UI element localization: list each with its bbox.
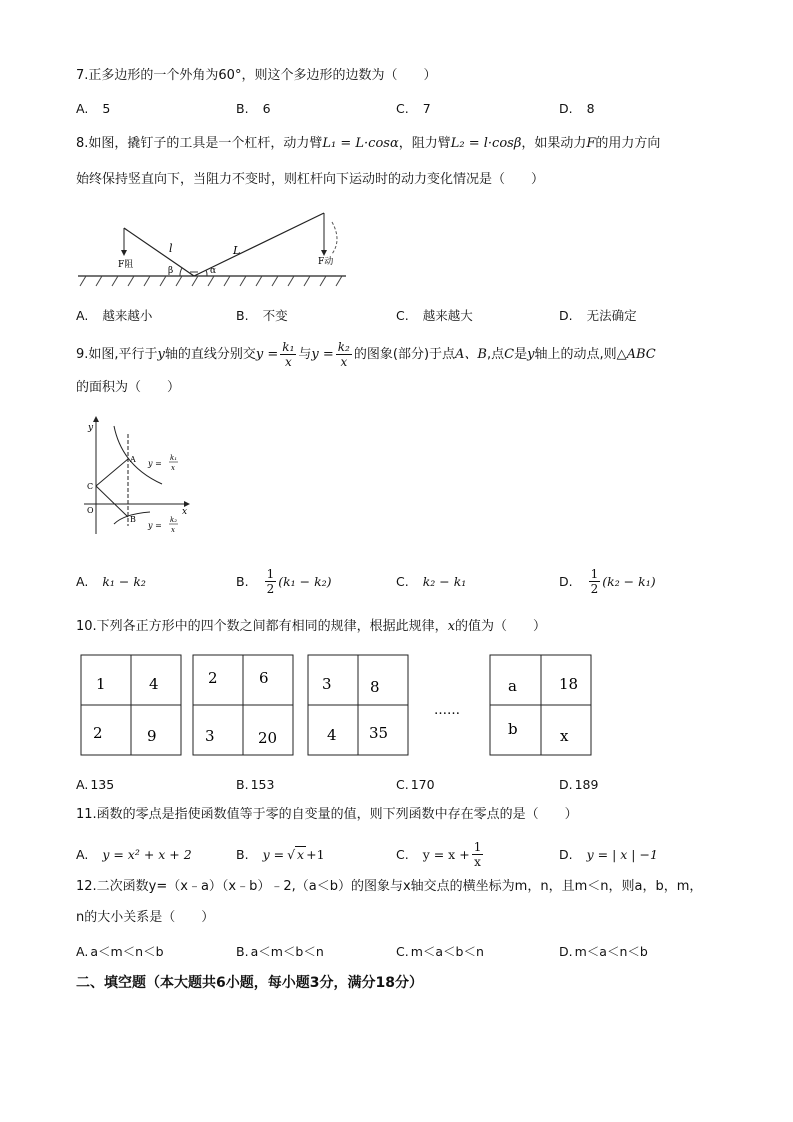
q8-lever-figure: [76, 206, 356, 292]
sq3-tl: 3: [322, 675, 332, 693]
q12-stem-line1: 12.二次函数y=（x﹣a）（x﹣b）﹣2,（a＜b）的图象与x轴交点的横坐标为m，n，且m＜n，则a，b，m，: [76, 879, 703, 894]
q7-option-c[interactable]: C. 7: [396, 100, 431, 116]
sq3-br: 35: [369, 724, 389, 742]
svg-text:k₁: k₁: [170, 454, 178, 462]
q12-option-b[interactable]: B. a＜m＜b＜n: [236, 943, 324, 959]
q8-label-beta: β: [168, 266, 174, 276]
q7-option-a[interactable]: A. 5: [76, 100, 111, 116]
svg-text:x: x: [171, 464, 175, 472]
q9-axis-x: x: [182, 507, 188, 517]
q9-option-d[interactable]: D. $\frac{1}{2}$ (k₂ − k₁): [559, 566, 656, 596]
q11-stem: 11.函数的零点是指使函数值等于零的自变量的值，则下列函数中存在零点的是（ ）: [76, 807, 578, 822]
sq2-br: 20: [258, 729, 278, 747]
sq1-tr: 4: [149, 675, 159, 693]
q8-options: [76, 303, 716, 327]
svg-text:k₂: k₂: [170, 516, 178, 524]
q8-label-f-power: F动: [318, 257, 334, 267]
q9-point-C: C: [87, 482, 94, 491]
sq3-tr: 8: [370, 678, 380, 696]
q10-squares-figure: [76, 652, 606, 760]
q8-formula-l1: L₁ = L·cosα: [322, 136, 399, 151]
q10-option-c[interactable]: C. 170: [396, 776, 435, 792]
sq4-tl: a: [508, 677, 517, 695]
q7-option-d[interactable]: D. 8: [559, 100, 595, 116]
q9-curve2-label: y =: [148, 521, 162, 530]
sq4-bl: b: [508, 720, 518, 738]
q7-option-b[interactable]: B. 6: [236, 100, 271, 116]
q11-option-d[interactable]: D. y = | x | −1: [559, 846, 658, 862]
q9-option-a[interactable]: A. k₁ − k₂: [76, 573, 146, 589]
q9-fraction-k1: $\frac{\text{k₁}}{x}$: [282, 340, 295, 369]
q9-stem-line1: 9.如图,平行于 y 轴的直线分别交 y = $\frac{\text{k₁}}{x}$ 与 y = $\frac{\text{k₂}}{x}$ 的图象(部分)于点 A、B ,点 C 是 y 轴上的动点,则 △ABC: [76, 340, 656, 369]
q9-stem-line2: 的面积为（ ）: [76, 380, 181, 395]
sq4-tr: 18: [559, 675, 579, 693]
q12-option-d[interactable]: D. m＜a＜n＜b: [559, 943, 648, 959]
q11-option-a[interactable]: A. y = x² + x + 2: [76, 846, 192, 862]
q8-label-L: L: [233, 244, 241, 257]
q9-point-B: B: [130, 515, 136, 524]
q9-origin-O: O: [87, 506, 94, 515]
q8-option-c[interactable]: C. 越来越大: [396, 307, 473, 323]
q10-option-d[interactable]: D. 189: [559, 776, 599, 792]
q11-option-b[interactable]: B. y = √ x +1: [236, 846, 325, 862]
q9-options: [76, 566, 716, 596]
q10-option-b[interactable]: B. 153: [236, 776, 275, 792]
q8-option-d[interactable]: D. 无法确定: [559, 307, 637, 323]
sq1-bl: 2: [93, 724, 103, 742]
q7-options: [76, 96, 716, 120]
q12-option-c[interactable]: C. m＜a＜b＜n: [396, 943, 484, 959]
sq1-tl: 1: [96, 675, 106, 693]
section-2-heading: 二、填空题（本大题共6小题，每小题3分，满分18分）: [76, 975, 423, 991]
q8-label-l: l: [169, 242, 173, 255]
q9-curve1-label: y =: [148, 459, 162, 468]
q8-formula-l2: L₂ = l·cosβ: [450, 136, 522, 151]
q10-options: [76, 772, 716, 796]
sq3-bl: 4: [327, 726, 337, 744]
q12-options: [76, 939, 716, 963]
q7-stem: 7.正多边形的一个外角为60°，则这个多边形的边数为（ ）: [76, 68, 437, 83]
sq4-br: x: [560, 727, 569, 745]
q10-option-a[interactable]: A. 135: [76, 776, 115, 792]
q11-options: [76, 836, 716, 872]
sq2-bl: 3: [205, 727, 215, 745]
q12-option-a[interactable]: A. a＜m＜n＜b: [76, 943, 164, 959]
q9-hyperbola-figure: [76, 414, 196, 544]
sq2-tr: 6: [259, 669, 269, 687]
q9-axis-y: y: [88, 423, 94, 433]
sq1-br: 9: [147, 727, 157, 745]
q12-stem-line2: n的大小关系是（ ）: [76, 910, 215, 925]
q9-option-c[interactable]: C. k₂ − k₁: [396, 573, 467, 589]
q8-label-alpha: α: [210, 266, 217, 276]
svg-text:x: x: [171, 526, 175, 534]
q9-option-b[interactable]: B. $\frac{1}{2}$ (k₁ − k₂): [236, 566, 332, 596]
q8-stem-line2: 始终保持竖直向下，当阻力不变时，则杠杆向下运动时的动力变化情况是（ ）: [76, 172, 545, 187]
q11-option-c[interactable]: C. y = x + $\frac{1}{x}$: [396, 839, 482, 869]
q8-label-f-resist: F阻: [118, 260, 134, 270]
q9-point-A: A: [130, 455, 136, 464]
q9-fraction-k2: $\frac{\text{k₂}}{x}$: [337, 340, 350, 369]
q10-stem: 10.下列各正方形中的四个数之间都有相同的规律，根据此规律，x的值为（ ）: [76, 619, 547, 634]
q8-option-a[interactable]: A. 越来越小: [76, 307, 153, 323]
q8-stem-line1: 8.如图，撬钉子的工具是一个杠杆，动力臂L₁ = L·cosα，阻力臂L₂ = l·cosβ，如果动力F的用力方向: [76, 136, 661, 151]
q10-ellipsis: ……: [434, 703, 460, 718]
sq2-tl: 2: [208, 669, 218, 687]
q8-option-b[interactable]: B. 不变: [236, 307, 288, 323]
